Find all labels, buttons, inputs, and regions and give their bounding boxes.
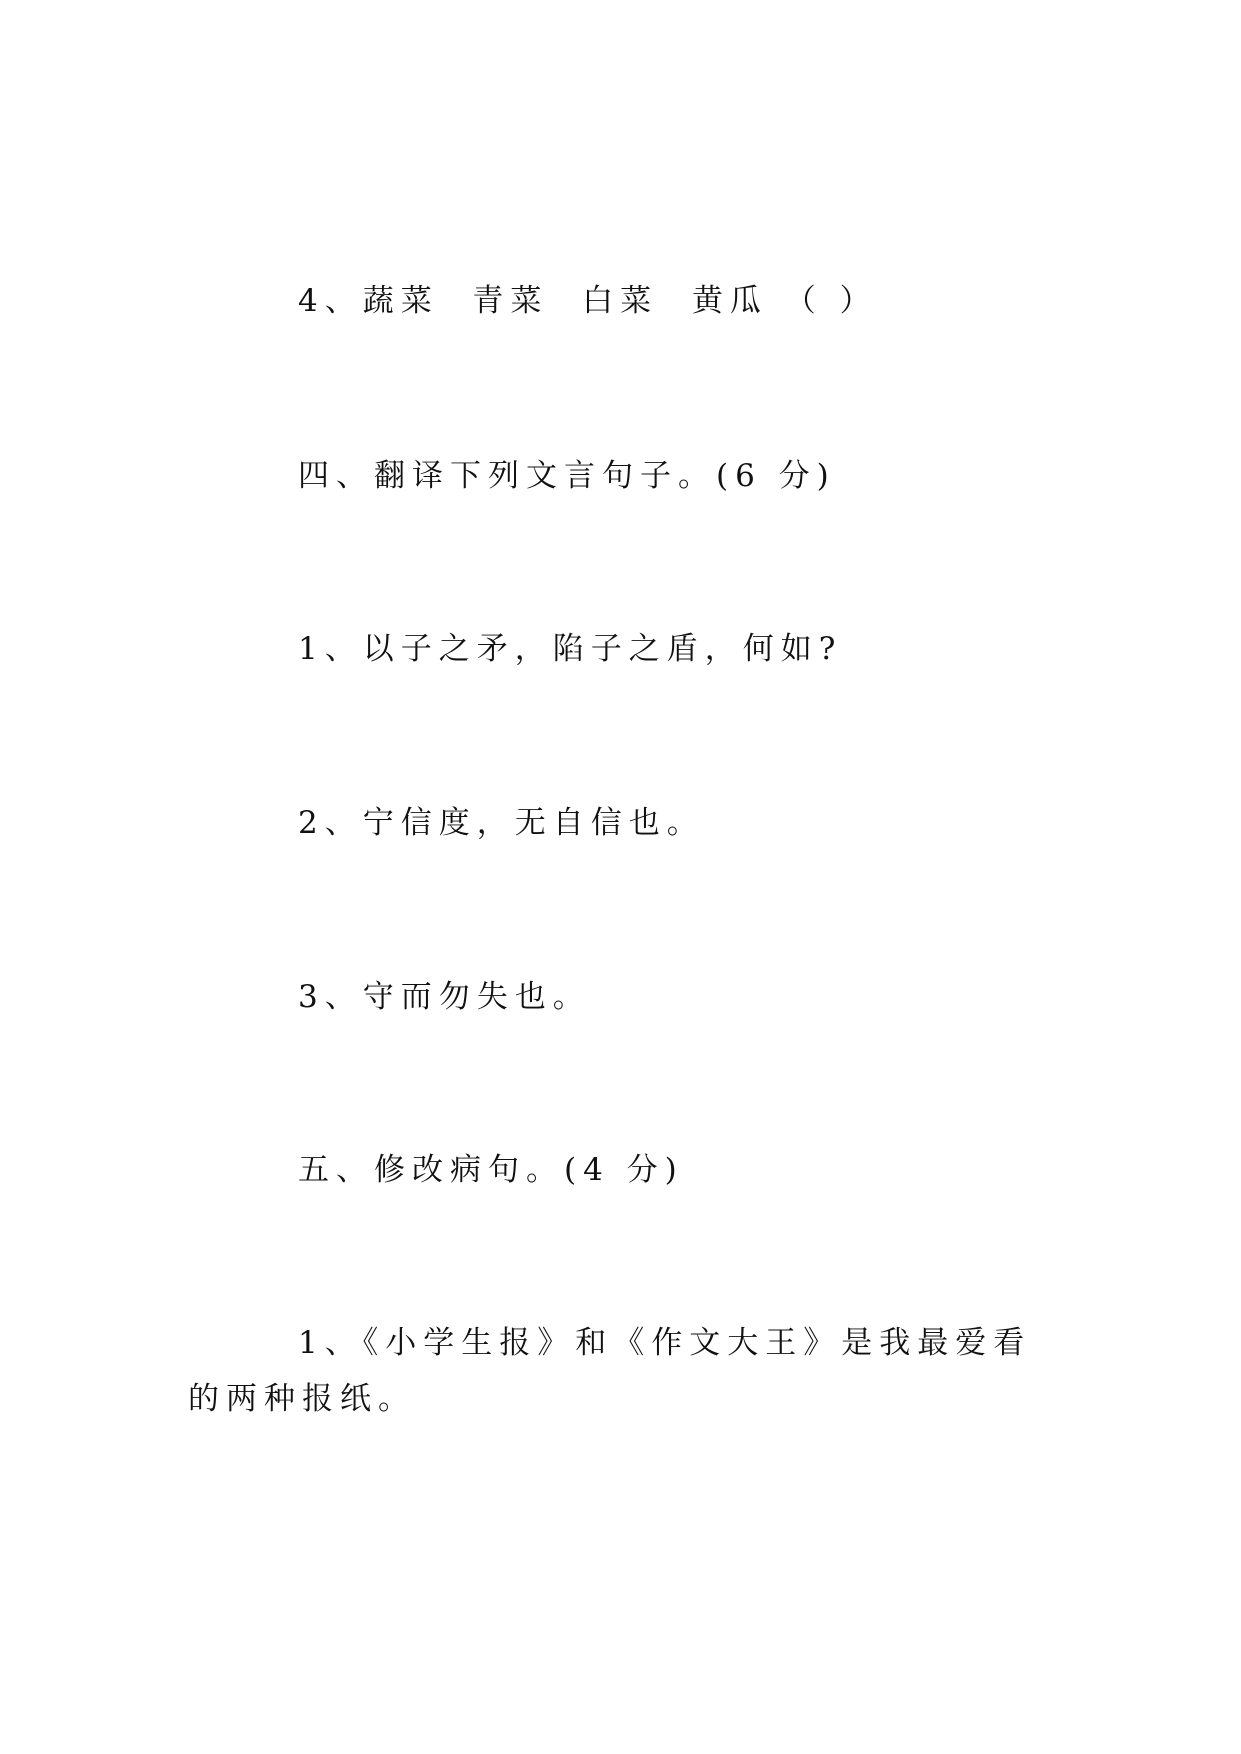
- translate-item-3: 3、守而勿失也。: [298, 979, 591, 1015]
- section-four-heading: 四、翻译下列文言句子。(6 分): [298, 458, 836, 494]
- question-4-vegetables: 4、蔬菜 青菜 白菜 黄瓜 （ ）: [298, 283, 878, 319]
- translate-item-1: 1、以子之矛，陷子之盾，何如?: [298, 631, 843, 667]
- correction-item-1: 1、《小学生报》和《作文大王》是我最爱看的两种报纸。: [188, 1325, 1032, 1417]
- section-five-heading: 五、修改病句。(4 分): [298, 1152, 684, 1188]
- translate-item-2: 2、宁信度，无自信也。: [298, 805, 705, 841]
